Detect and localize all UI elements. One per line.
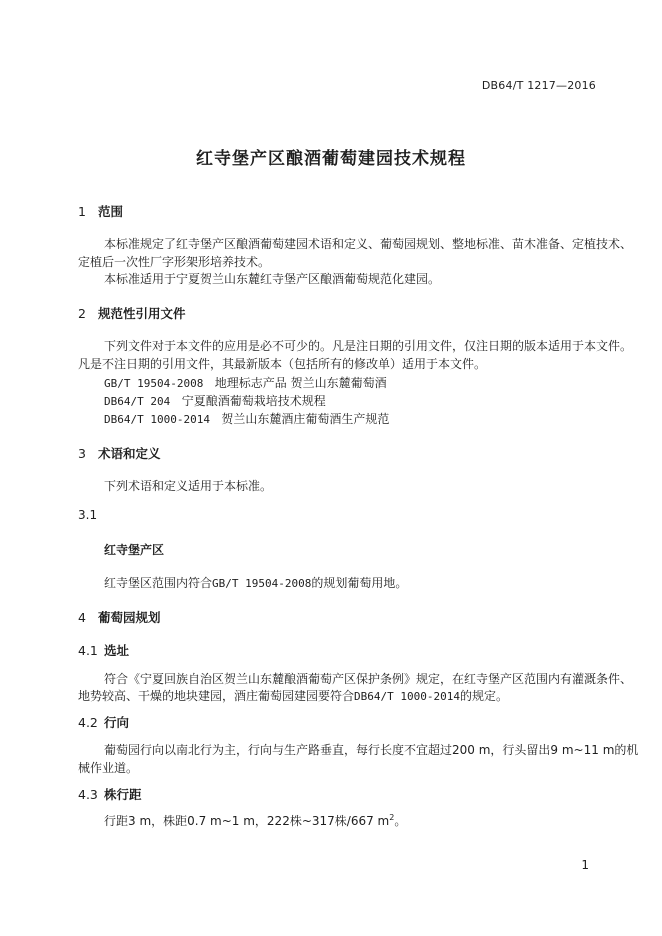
s2-paragraph-line-2: 凡是不注日期的引用文件，其最新版本（包括所有的修改单）适用于本文件。 [78, 357, 487, 371]
definition-text: 红寺堡区范围内符合 [104, 576, 213, 590]
s4-3-line-1 [104, 812, 406, 829]
reference-name: 地理标志产品 贺兰山东麓葡萄酒 [214, 376, 387, 390]
section-number: 4 [78, 610, 86, 625]
term-number: 3.1 [78, 508, 98, 522]
document-title: 红寺堡产区酿酒葡萄建园技术规程 [196, 149, 466, 169]
reference-code: DB64/T 204 [104, 395, 171, 408]
subsection-number: 4.1 [78, 643, 98, 658]
term-name: 红寺堡产区 [104, 543, 165, 557]
superscript: 2 [389, 813, 395, 822]
subsection-title: 行向 [104, 715, 130, 730]
section-2-heading [78, 304, 186, 322]
term-definition [104, 574, 407, 591]
line-text: 行距3 m，株距0.7 m~1 m，222株~317株/667 m [104, 814, 390, 828]
reference-item [104, 392, 326, 409]
line-text: 地势较高、干燥的地块建园，酒庄葡萄园建园要符合 [78, 689, 355, 703]
s4-2-line-2: 械作业道。 [78, 761, 139, 775]
subsection-4-3-heading [78, 785, 142, 803]
section-title: 规范性引用文件 [98, 306, 186, 321]
section-title: 葡萄园规划 [98, 610, 161, 625]
subsection-title: 株行距 [104, 787, 142, 802]
subsection-4-2-heading [78, 713, 129, 731]
reference-name: 宁夏酿酒葡萄栽培技术规程 [181, 394, 326, 408]
subsection-number: 4.2 [78, 715, 98, 730]
s2-paragraph-line-1: 下列文件对于本文件的应用是必不可少的。凡是注日期的引用文件，仅注日期的版本适用于本文件。 [104, 339, 633, 353]
s4-2-line-1: 葡萄园行向以南北行为主，行向与生产路垂直，每行长度不宜超过200 m，行头留出9 m~11 m的机 [104, 743, 639, 757]
reference-code: GB/T 19504-2008 [104, 377, 204, 390]
line-text: 的规定。 [459, 689, 508, 703]
subsection-4-1-heading [78, 641, 129, 659]
subsection-number: 4.3 [78, 787, 98, 802]
reference-item [104, 374, 387, 391]
s1-paragraph-1-line-2: 定植后一次性厂字形架形培养技术。 [78, 255, 271, 269]
section-title: 术语和定义 [98, 446, 161, 461]
standard-number: DB64/T 1217—2016 [481, 79, 596, 92]
s4-1-line-2 [78, 687, 508, 704]
section-3-heading [78, 444, 161, 462]
definition-code: GB/T 19504-2008 [212, 577, 312, 590]
line-text: 。 [394, 814, 407, 828]
section-1-heading [78, 202, 123, 220]
section-4-heading [78, 608, 161, 626]
section-number: 3 [78, 446, 86, 461]
s1-paragraph-1-line-1: 本标准规定了红寺堡产区酿酒葡萄建园术语和定义、葡萄园规划、整地标准、苗木准备、定植技术、 [104, 237, 633, 251]
section-number: 2 [78, 306, 86, 321]
definition-text: 的规划葡萄用地。 [311, 576, 408, 590]
s3-paragraph: 下列术语和定义适用于本标准。 [104, 479, 273, 493]
s4-1-line-1: 符合《宁夏回族自治区贺兰山东麓酿酒葡萄产区保护条例》规定，在红寺堡产区范围内有灌溉条件、 [104, 672, 633, 686]
s1-paragraph-2: 本标准适用于宁夏贺兰山东麓红寺堡产区酿酒葡萄规范化建园。 [104, 272, 441, 286]
section-title: 范围 [98, 204, 124, 219]
page-number: 1 [581, 858, 589, 872]
section-number: 1 [78, 204, 86, 219]
line-code: DB64/T 1000-2014 [354, 690, 460, 703]
reference-code: DB64/T 1000-2014 [104, 413, 210, 426]
reference-name: 贺兰山东麓酒庄葡萄酒生产规范 [221, 412, 390, 426]
reference-item [104, 410, 389, 427]
subsection-title: 选址 [104, 643, 130, 658]
